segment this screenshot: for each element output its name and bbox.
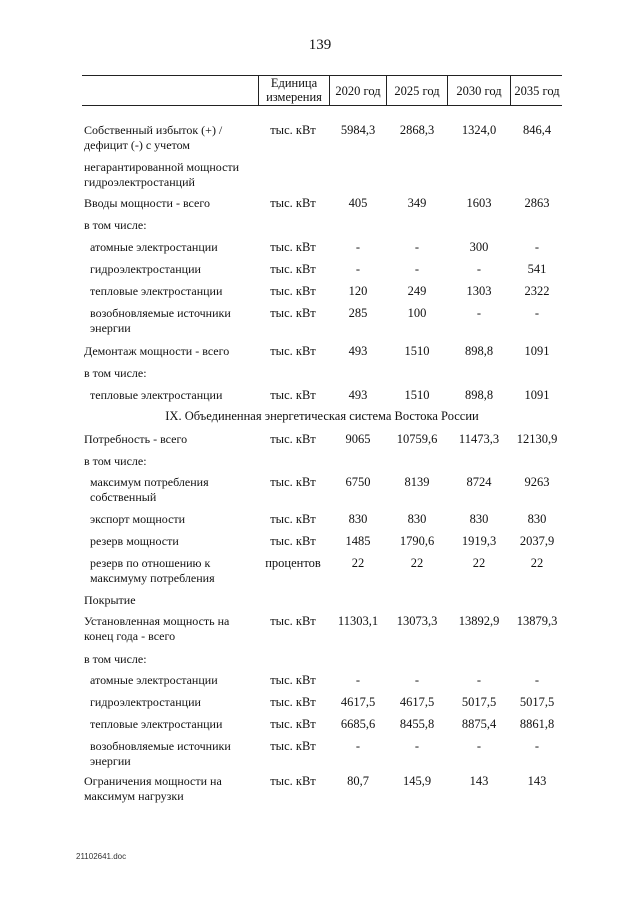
row-value: 100 bbox=[407, 306, 427, 320]
row-value: 22 bbox=[351, 556, 365, 570]
row-value: 349 bbox=[407, 196, 427, 210]
row-unit: процентов bbox=[265, 556, 321, 570]
row-value: 1919,3 bbox=[461, 534, 497, 548]
row-value: 1091 bbox=[524, 344, 550, 358]
row-value: 143 bbox=[527, 774, 547, 788]
row-unit: тыс. кВт bbox=[270, 534, 316, 548]
row-unit: тыс. кВт bbox=[270, 512, 316, 526]
row-label: гидроэлектростанции bbox=[90, 262, 201, 276]
row-label: возобновляемые источники энергии bbox=[90, 306, 231, 335]
row-value: 9065 bbox=[345, 432, 371, 446]
row-value: 541 bbox=[527, 262, 547, 276]
row-label: негарантированной мощности гидроэлектростанций bbox=[84, 160, 240, 189]
row-label: экспорт мощности bbox=[90, 512, 186, 526]
header-year: 2025 год bbox=[394, 84, 440, 98]
row-label: в том числе: bbox=[84, 366, 147, 380]
row-value: - bbox=[414, 262, 420, 276]
row-value: 13073,3 bbox=[396, 614, 438, 628]
row-value: - bbox=[476, 262, 482, 276]
row-value: 8875,4 bbox=[461, 717, 497, 731]
table-column-divider bbox=[258, 75, 259, 105]
row-label: тепловые электростанции bbox=[90, 284, 223, 298]
row-unit: тыс. кВт bbox=[270, 306, 316, 320]
row-label: атомные электростанции bbox=[90, 240, 218, 254]
row-label: гидроэлектростанции bbox=[90, 695, 201, 709]
row-value: 8455,8 bbox=[399, 717, 435, 731]
row-unit: тыс. кВт bbox=[270, 240, 316, 254]
row-value: 898,8 bbox=[464, 344, 494, 358]
row-unit: тыс. кВт bbox=[270, 344, 316, 358]
row-label: резерв по отношению к максимуму потребления bbox=[90, 556, 215, 585]
row-value: 1603 bbox=[466, 196, 492, 210]
row-value: - bbox=[414, 673, 420, 687]
row-unit: тыс. кВт bbox=[270, 717, 316, 731]
row-value: 22 bbox=[410, 556, 424, 570]
row-value: 300 bbox=[469, 240, 489, 254]
row-value: 120 bbox=[348, 284, 368, 298]
row-value: 2037,9 bbox=[519, 534, 555, 548]
row-value: - bbox=[355, 240, 361, 254]
row-value: 5017,5 bbox=[461, 695, 497, 709]
row-value: 830 bbox=[527, 512, 547, 526]
row-label: Установленная мощность на конец года - всего bbox=[84, 614, 230, 643]
row-label: Покрытие bbox=[84, 593, 136, 607]
row-label: в том числе: bbox=[84, 652, 147, 666]
row-value: 830 bbox=[469, 512, 489, 526]
header-unit: Единица измерения bbox=[266, 76, 322, 104]
row-value: - bbox=[414, 739, 420, 753]
row-value: - bbox=[476, 739, 482, 753]
row-value: 22 bbox=[530, 556, 544, 570]
row-unit: тыс. кВт bbox=[270, 262, 316, 276]
row-value: - bbox=[534, 673, 540, 687]
row-value: 13879,3 bbox=[516, 614, 558, 628]
row-label: возобновляемые источники энергии bbox=[90, 739, 231, 768]
row-value: 143 bbox=[469, 774, 489, 788]
row-value: - bbox=[534, 739, 540, 753]
row-value: 5984,3 bbox=[340, 123, 376, 137]
row-value: 1510 bbox=[404, 388, 430, 402]
row-value: 6685,6 bbox=[340, 717, 376, 731]
row-label: Вводы мощности - всего bbox=[84, 196, 210, 210]
row-unit: тыс. кВт bbox=[270, 774, 316, 788]
row-value: 12130,9 bbox=[516, 432, 558, 446]
row-unit: тыс. кВт bbox=[270, 614, 316, 628]
row-value: 1510 bbox=[404, 344, 430, 358]
row-value: 405 bbox=[348, 196, 368, 210]
row-label: в том числе: bbox=[84, 218, 147, 232]
row-value: 2863 bbox=[524, 196, 550, 210]
row-value: 1303 bbox=[466, 284, 492, 298]
row-value: 6750 bbox=[345, 475, 371, 489]
row-value: 2322 bbox=[524, 284, 550, 298]
row-value: 1485 bbox=[345, 534, 371, 548]
row-value: 285 bbox=[348, 306, 368, 320]
row-value: 4617,5 bbox=[399, 695, 435, 709]
row-value: 11303,1 bbox=[337, 614, 379, 628]
row-unit: тыс. кВт bbox=[270, 432, 316, 446]
row-value: - bbox=[534, 240, 540, 254]
row-value: - bbox=[476, 306, 482, 320]
row-value: 1324,0 bbox=[461, 123, 497, 137]
row-value: 80,7 bbox=[347, 774, 369, 788]
row-value: 1790,6 bbox=[399, 534, 435, 548]
row-value: 2868,3 bbox=[399, 123, 435, 137]
row-unit: тыс. кВт bbox=[270, 196, 316, 210]
row-label: атомные электростанции bbox=[90, 673, 218, 687]
row-unit: тыс. кВт bbox=[270, 695, 316, 709]
row-label: Демонтаж мощности - всего bbox=[84, 344, 230, 358]
row-value: 4617,5 bbox=[340, 695, 376, 709]
row-value: 5017,5 bbox=[519, 695, 555, 709]
row-value: 249 bbox=[407, 284, 427, 298]
row-value: - bbox=[355, 673, 361, 687]
row-unit: тыс. кВт bbox=[270, 388, 316, 402]
row-value: 10759,6 bbox=[396, 432, 438, 446]
row-value: 493 bbox=[348, 388, 368, 402]
row-value: 8724 bbox=[466, 475, 492, 489]
row-unit: тыс. кВт bbox=[270, 673, 316, 687]
row-label: Собственный избыток (+) / дефицит (-) с учетом bbox=[84, 123, 223, 152]
row-value: 9263 bbox=[524, 475, 550, 489]
footer-filename: 21102641.doc bbox=[76, 852, 127, 861]
row-value: 830 bbox=[348, 512, 368, 526]
row-value: 145,9 bbox=[402, 774, 432, 788]
row-value: 8139 bbox=[404, 475, 430, 489]
row-value: 13892,9 bbox=[458, 614, 500, 628]
row-unit: тыс. кВт bbox=[270, 284, 316, 298]
table-header-rule bbox=[82, 105, 562, 106]
row-value: 8861,8 bbox=[519, 717, 555, 731]
row-label: Потребность - всего bbox=[84, 432, 188, 446]
header-year: 2020 год bbox=[335, 84, 381, 98]
row-label: в том числе: bbox=[84, 454, 147, 468]
row-value: 493 bbox=[348, 344, 368, 358]
row-value: - bbox=[534, 306, 540, 320]
header-year: 2030 год bbox=[456, 84, 502, 98]
row-value: - bbox=[355, 262, 361, 276]
row-label: резерв мощности bbox=[90, 534, 179, 548]
page-number: 139 bbox=[308, 37, 332, 53]
row-value: - bbox=[355, 739, 361, 753]
row-unit: тыс. кВт bbox=[270, 123, 316, 137]
row-value: 11473,3 bbox=[458, 432, 500, 446]
row-value: 846,4 bbox=[522, 123, 552, 137]
row-unit: тыс. кВт bbox=[270, 475, 316, 489]
row-value: 22 bbox=[472, 556, 486, 570]
row-label: максимум потребления собственный bbox=[90, 475, 209, 504]
row-unit: тыс. кВт bbox=[270, 739, 316, 753]
section-title: IX. Объединенная энергетическая система Востока России bbox=[165, 409, 479, 423]
row-value: 1091 bbox=[524, 388, 550, 402]
header-year: 2035 год bbox=[514, 84, 560, 98]
row-value: - bbox=[414, 240, 420, 254]
row-label: тепловые электростанции bbox=[90, 388, 223, 402]
row-label: тепловые электростанции bbox=[90, 717, 223, 731]
row-value: 898,8 bbox=[464, 388, 494, 402]
row-label: Ограничения мощности на максимум нагрузки bbox=[84, 774, 222, 803]
row-value: 830 bbox=[407, 512, 427, 526]
row-value: - bbox=[476, 673, 482, 687]
